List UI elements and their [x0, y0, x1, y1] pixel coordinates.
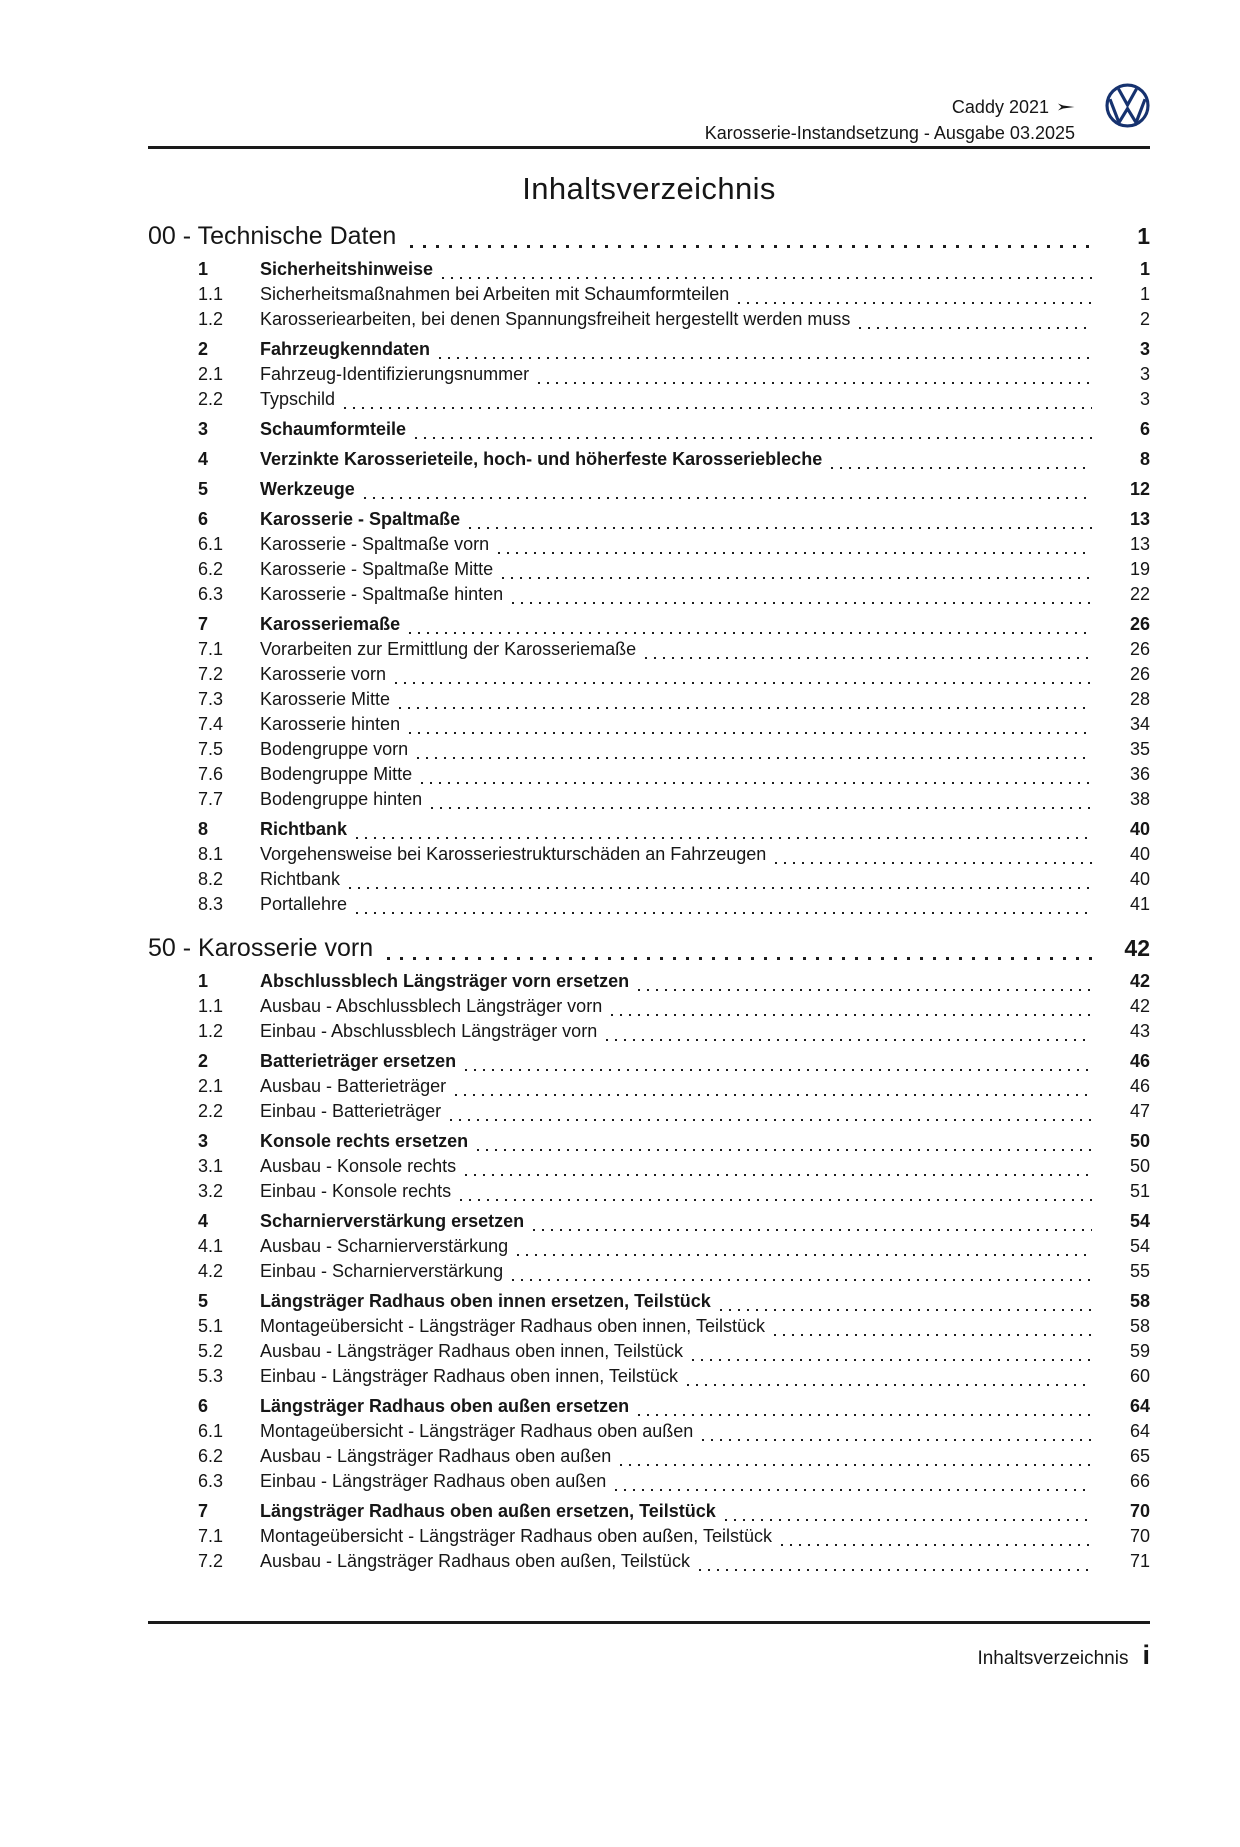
- toc-row-label: Karosseriemaße: [260, 614, 401, 634]
- toc-row-page: 38: [1129, 789, 1150, 809]
- toc-row: [148, 419, 1150, 444]
- toc-row: [148, 1131, 1150, 1156]
- leader-dots: [611, 1014, 1092, 1021]
- toc-row-number: 6.1: [198, 1421, 224, 1441]
- page-footer: [148, 1640, 1150, 1671]
- leader-dots: [465, 1174, 1092, 1181]
- toc-row-page: 70: [1129, 1501, 1150, 1521]
- toc-row-label: Längsträger Radhaus oben außen ersetzen: [260, 1396, 630, 1416]
- leader-dots: [356, 837, 1092, 844]
- leader-dots: [344, 407, 1092, 414]
- toc-row: [148, 714, 1150, 739]
- toc-row-page: 58: [1129, 1316, 1150, 1336]
- toc-row-number: 5: [198, 479, 209, 499]
- toc-row-number: 5: [198, 1291, 209, 1311]
- toc-row-number: 6.2: [198, 1446, 224, 1466]
- toc-row-label: Richtbank: [260, 869, 341, 889]
- toc-row-number: 8.1: [198, 844, 224, 864]
- toc-row-page: 1: [1139, 259, 1150, 279]
- page-header: [148, 94, 1150, 146]
- toc-row-number: 1: [198, 971, 209, 991]
- footer-page-number: i: [1142, 1640, 1150, 1670]
- toc-row-number: 6.2: [198, 559, 224, 579]
- leader-dots: [859, 327, 1092, 334]
- leader-dots: [512, 602, 1092, 609]
- toc-row-number: 3.2: [198, 1181, 224, 1201]
- leader-dots: [450, 1119, 1092, 1126]
- leader-dots: [512, 1279, 1092, 1286]
- toc-row: [148, 1261, 1150, 1286]
- toc-row-label: Ausbau - Abschlussblech Längsträger vorn: [260, 996, 603, 1016]
- leader-dots: [687, 1384, 1092, 1391]
- toc-row-number: 1.2: [198, 309, 224, 329]
- toc-row-page: 40: [1129, 844, 1150, 864]
- leader-dots: [620, 1464, 1092, 1471]
- leader-dots: [725, 1519, 1092, 1526]
- toc-row-number: 7.3: [198, 689, 224, 709]
- toc-row-label: Karosseriearbeiten, bei denen Spannungsfreiheit hergestellt werden muss: [260, 309, 851, 329]
- leader-dots: [692, 1359, 1092, 1366]
- toc-row: [148, 664, 1150, 689]
- leader-dots: [720, 1309, 1092, 1316]
- toc-row-label: Karosserie - Spaltmaße: [260, 509, 461, 529]
- toc-row-number: 2.2: [198, 389, 224, 409]
- toc-row-label: 00 - Technische Daten: [148, 222, 397, 250]
- toc-row: [148, 1181, 1150, 1206]
- volkswagen-logo: [1105, 83, 1150, 128]
- toc-row-page: 46: [1129, 1076, 1150, 1096]
- leader-dots: [702, 1439, 1092, 1446]
- toc-row-label: Vorgehensweise bei Karosseriestrukturschäden an Fahrzeugen: [260, 844, 767, 864]
- toc-row-label: Sicherheitshinweise: [260, 259, 434, 279]
- toc-row-number: 5.1: [198, 1316, 224, 1336]
- toc-row-label: Richtbank: [260, 819, 348, 839]
- toc-row-label: Verzinkte Karosserieteile, hoch- und höherfeste Karosseriebleche: [260, 449, 823, 469]
- toc-row-label: Montageübersicht - Längsträger Radhaus oben innen, Teilstück: [260, 1316, 765, 1336]
- toc-row: [148, 1051, 1150, 1076]
- toc-row-label: Scharnierverstärkung ersetzen: [260, 1211, 525, 1231]
- toc-row: [148, 869, 1150, 894]
- leader-dots: [410, 245, 1092, 254]
- toc-row-number: 8: [198, 819, 209, 839]
- toc-row: [148, 309, 1150, 334]
- toc-row-label: Ausbau - Längsträger Radhaus oben innen, Teilstück: [260, 1341, 683, 1361]
- toc-row-page: 71: [1129, 1551, 1150, 1571]
- toc-row-label: Vorarbeiten zur Ermittlung der Karosseriemaße: [260, 639, 637, 659]
- toc-row: [148, 971, 1150, 996]
- leader-dots: [465, 1069, 1092, 1076]
- toc-row: [148, 389, 1150, 414]
- toc-page: [0, 94, 1240, 1847]
- toc-row-label: Einbau - Längsträger Radhaus oben außen: [260, 1471, 607, 1491]
- leader-dots: [356, 912, 1092, 919]
- toc-row: [148, 534, 1150, 559]
- toc-row-page: 41: [1129, 894, 1150, 914]
- toc-row-number: 4.1: [198, 1236, 224, 1256]
- toc-row: [148, 1291, 1150, 1316]
- leader-dots: [442, 277, 1092, 284]
- toc-row-label: Karosserie hinten: [260, 714, 401, 734]
- toc-row: [148, 1101, 1150, 1126]
- toc-row-page: 35: [1129, 739, 1150, 759]
- toc-row-page: 6: [1139, 419, 1150, 439]
- toc-row: [148, 509, 1150, 534]
- toc-row-page: 42: [1129, 971, 1150, 991]
- toc-row-label: Montageübersicht - Längsträger Radhaus oben außen: [260, 1421, 694, 1441]
- leader-dots: [774, 1334, 1092, 1341]
- toc-row-label: Karosserie vorn: [260, 664, 387, 684]
- toc-row-number: 4: [198, 449, 209, 469]
- toc-row-label: Bodengruppe vorn: [260, 739, 409, 759]
- leader-dots: [477, 1149, 1092, 1156]
- toc-row-page: 12: [1129, 479, 1150, 499]
- toc-row: [148, 1396, 1150, 1421]
- toc-row-page: 13: [1129, 509, 1150, 529]
- toc-row-label: Längsträger Radhaus oben außen ersetzen, Teilstück: [260, 1501, 716, 1521]
- toc-row-page: 54: [1129, 1211, 1150, 1231]
- toc-row-number: 1.1: [198, 996, 224, 1016]
- toc-row-page: 46: [1129, 1051, 1150, 1071]
- toc-row-number: 7.2: [198, 1551, 224, 1571]
- toc-row-number: 2: [198, 339, 209, 359]
- leader-dots: [469, 527, 1092, 534]
- toc-row: [148, 1341, 1150, 1366]
- toc-row: [148, 1021, 1150, 1046]
- leader-dots: [498, 552, 1092, 559]
- toc-row: [148, 284, 1150, 309]
- toc-row: [148, 339, 1150, 364]
- toc-row-page: 1: [1139, 284, 1150, 304]
- toc-row-label: Karosserie - Spaltmaße hinten: [260, 584, 504, 604]
- toc-row: [148, 639, 1150, 664]
- leader-dots: [439, 357, 1092, 364]
- toc-row-label: Fahrzeugkenndaten: [260, 339, 431, 359]
- toc-row-page: 26: [1129, 614, 1150, 634]
- header-model-line: [705, 94, 1075, 120]
- toc-row-page: 8: [1139, 449, 1150, 469]
- toc-row-number: 7: [198, 614, 209, 634]
- toc-row-number: 1.2: [198, 1021, 224, 1041]
- leader-dots: [421, 782, 1092, 789]
- toc-row-page: 66: [1129, 1471, 1150, 1491]
- toc-row-number: 5.3: [198, 1366, 224, 1386]
- leader-dots: [395, 682, 1092, 689]
- leader-dots: [431, 807, 1092, 814]
- toc-row: [148, 614, 1150, 639]
- arrow-right-icon: [1058, 99, 1075, 115]
- leader-dots: [399, 707, 1092, 714]
- toc-row-page: 1: [1137, 223, 1150, 249]
- toc-row-label: Ausbau - Scharnierverstärkung: [260, 1236, 509, 1256]
- leader-dots: [455, 1094, 1092, 1101]
- toc-row-label: Karosserie - Spaltmaße Mitte: [260, 559, 494, 579]
- toc-row-number: 3: [198, 419, 209, 439]
- toc-row: [148, 259, 1150, 284]
- toc-row-page: 42: [1129, 996, 1150, 1016]
- toc-row: [148, 1501, 1150, 1526]
- leader-dots: [364, 497, 1092, 504]
- toc-row-page: 40: [1129, 869, 1150, 889]
- page-title: Inhaltsverzeichnis: [522, 171, 776, 206]
- leader-dots: [517, 1254, 1092, 1261]
- toc-row-page: 3: [1139, 389, 1150, 409]
- leader-dots: [781, 1544, 1092, 1551]
- leader-dots: [349, 887, 1092, 894]
- toc-row-label: Konsole rechts ersetzen: [260, 1131, 469, 1151]
- toc-row-page: 28: [1129, 689, 1150, 709]
- toc-row-number: 7.5: [198, 739, 224, 759]
- toc-row-number: 4.2: [198, 1261, 224, 1281]
- toc-row-page: 40: [1129, 819, 1150, 839]
- toc-row-page: 58: [1129, 1291, 1150, 1311]
- toc-row-label: Karosserie Mitte: [260, 689, 391, 709]
- toc-row-label: Werkzeuge: [260, 479, 355, 499]
- toc-row: [148, 894, 1150, 919]
- toc-row-label: 50 - Karosserie vorn: [148, 934, 374, 962]
- toc-row-label: Ausbau - Längsträger Radhaus oben außen, Teilstück: [260, 1551, 690, 1571]
- toc-row: [148, 479, 1150, 504]
- toc-row: [148, 934, 1150, 966]
- toc-row-page: 42: [1124, 935, 1150, 961]
- toc-row-page: 51: [1129, 1181, 1150, 1201]
- toc-row-number: 7.7: [198, 789, 224, 809]
- toc-row: [148, 1526, 1150, 1551]
- toc-row-label: Einbau - Längsträger Radhaus oben innen, Teilstück: [260, 1366, 678, 1386]
- toc-row-number: 7: [198, 1501, 209, 1521]
- header-divider: [148, 146, 1150, 149]
- toc-row-number: 6: [198, 509, 209, 529]
- footer-divider: [148, 1621, 1150, 1624]
- toc-row-number: 7.1: [198, 639, 224, 659]
- leader-dots: [606, 1039, 1092, 1046]
- toc-row-label: Typschild: [260, 389, 336, 409]
- toc-row-number: 2: [198, 1051, 209, 1071]
- toc-row-page: 65: [1129, 1446, 1150, 1466]
- toc-row-number: 2.1: [198, 364, 224, 384]
- toc-row-number: 2.2: [198, 1101, 224, 1121]
- toc-row-label: Karosserie - Spaltmaße vorn: [260, 534, 490, 554]
- toc-row-page: 50: [1129, 1156, 1150, 1176]
- toc-row-number: 7.2: [198, 664, 224, 684]
- toc-list: [148, 222, 1150, 1576]
- toc-row: [148, 739, 1150, 764]
- leader-dots: [409, 732, 1092, 739]
- toc-row-number: 8.2: [198, 869, 224, 889]
- toc-row-page: 64: [1129, 1396, 1150, 1416]
- toc-row-label: Ausbau - Längsträger Radhaus oben außen: [260, 1446, 612, 1466]
- toc-row: [148, 1211, 1150, 1236]
- toc-row-page: 64: [1129, 1421, 1150, 1441]
- toc-row: [148, 996, 1150, 1021]
- toc-row-number: 7.4: [198, 714, 224, 734]
- leader-dots: [409, 632, 1092, 639]
- toc-row: [148, 1421, 1150, 1446]
- leader-dots: [638, 989, 1092, 996]
- toc-row-label: Schaumformteile: [260, 419, 407, 439]
- toc-row-page: 19: [1129, 559, 1150, 579]
- toc-row-page: 59: [1129, 1341, 1150, 1361]
- leader-dots: [645, 657, 1092, 664]
- toc-row-page: 3: [1139, 364, 1150, 384]
- toc-row-page: 22: [1129, 584, 1150, 604]
- leader-dots: [502, 577, 1092, 584]
- toc-row-page: 50: [1129, 1131, 1150, 1151]
- toc-row-page: 36: [1129, 764, 1150, 784]
- toc-row: [148, 819, 1150, 844]
- leader-dots: [417, 757, 1092, 764]
- toc-row: [148, 689, 1150, 714]
- toc-row-page: 2: [1139, 309, 1150, 329]
- leader-dots: [831, 467, 1092, 474]
- toc-row: [148, 1471, 1150, 1496]
- toc-row-page: 26: [1129, 664, 1150, 684]
- toc-row-label: Einbau - Batterieträger: [260, 1101, 442, 1121]
- toc-row-number: 1: [198, 259, 209, 279]
- toc-row-page: 26: [1129, 639, 1150, 659]
- leader-dots: [615, 1489, 1092, 1496]
- toc-row-label: Fahrzeug-Identifizierungsnummer: [260, 364, 530, 384]
- toc-row-number: 3: [198, 1131, 209, 1151]
- toc-row: [148, 1551, 1150, 1576]
- toc-row: [148, 449, 1150, 474]
- toc-row-number: 7.6: [198, 764, 224, 784]
- toc-row: [148, 1156, 1150, 1181]
- toc-row-page: 47: [1129, 1101, 1150, 1121]
- toc-row: [148, 364, 1150, 389]
- toc-row-number: 6.1: [198, 534, 224, 554]
- leader-dots: [387, 957, 1092, 966]
- toc-row-number: 1.1: [198, 284, 224, 304]
- toc-row-number: 8.3: [198, 894, 224, 914]
- toc-row-label: Ausbau - Batterieträger: [260, 1076, 447, 1096]
- leader-dots: [738, 302, 1092, 309]
- toc-row-page: 34: [1129, 714, 1150, 734]
- header-subtitle: Karosserie-Instandsetzung - Ausgabe 03.2025: [704, 123, 1075, 143]
- toc-row-label: Einbau - Abschlussblech Längsträger vorn: [260, 1021, 598, 1041]
- toc-row-label: Längsträger Radhaus oben innen ersetzen, Teilstück: [260, 1291, 711, 1311]
- leader-dots: [533, 1229, 1092, 1236]
- toc-row-number: 2.1: [198, 1076, 224, 1096]
- toc-row: [148, 789, 1150, 814]
- toc-row-page: 54: [1129, 1236, 1150, 1256]
- toc-row-label: Einbau - Konsole rechts: [260, 1181, 452, 1201]
- model-name: Caddy 2021: [951, 97, 1049, 117]
- leader-dots: [638, 1414, 1092, 1421]
- toc-row-label: Sicherheitsmaßnahmen bei Arbeiten mit Schaumformteilen: [260, 284, 730, 304]
- toc-row: [148, 764, 1150, 789]
- toc-row: [148, 584, 1150, 609]
- toc-row-number: 6: [198, 1396, 209, 1416]
- toc-row-number: 6.3: [198, 1471, 224, 1491]
- toc-row: [148, 1366, 1150, 1391]
- toc-row-number: 4: [198, 1211, 209, 1231]
- leader-dots: [775, 862, 1092, 869]
- toc-row-number: 6.3: [198, 584, 224, 604]
- leader-dots: [460, 1199, 1092, 1206]
- toc-row: [148, 1076, 1150, 1101]
- leader-dots: [415, 437, 1092, 444]
- toc-row-number: 7.1: [198, 1526, 224, 1546]
- toc-row-label: Einbau - Scharnierverstärkung: [260, 1261, 504, 1281]
- toc-row-label: Batterieträger ersetzen: [260, 1051, 457, 1071]
- leader-dots: [538, 382, 1092, 389]
- toc-row: [148, 1446, 1150, 1471]
- header-text: [705, 94, 1075, 146]
- toc-row-page: 3: [1139, 339, 1150, 359]
- toc-row-label: Bodengruppe Mitte: [260, 764, 413, 784]
- toc-row-page: 70: [1129, 1526, 1150, 1546]
- toc-row-label: Bodengruppe hinten: [260, 789, 423, 809]
- toc-row: [148, 844, 1150, 869]
- toc-row-page: 43: [1129, 1021, 1150, 1041]
- toc-row-label: Ausbau - Konsole rechts: [260, 1156, 457, 1176]
- toc-row-label: Abschlussblech Längsträger vorn ersetzen: [260, 971, 630, 991]
- toc-row-number: 3.1: [198, 1156, 224, 1176]
- toc-row: [148, 559, 1150, 584]
- footer-label: Inhaltsverzeichnis: [977, 1648, 1129, 1669]
- toc-row: [148, 1316, 1150, 1341]
- leader-dots: [699, 1569, 1092, 1576]
- toc-row-page: 55: [1129, 1261, 1150, 1281]
- toc-row: [148, 1236, 1150, 1261]
- toc-row: [148, 222, 1150, 254]
- toc-row-number: 5.2: [198, 1341, 224, 1361]
- toc-row-label: Montageübersicht - Längsträger Radhaus oben außen, Teilstück: [260, 1526, 772, 1546]
- toc-row-label: Portallehre: [260, 894, 348, 914]
- toc-row-page: 13: [1129, 534, 1150, 554]
- toc-row-page: 60: [1129, 1366, 1150, 1386]
